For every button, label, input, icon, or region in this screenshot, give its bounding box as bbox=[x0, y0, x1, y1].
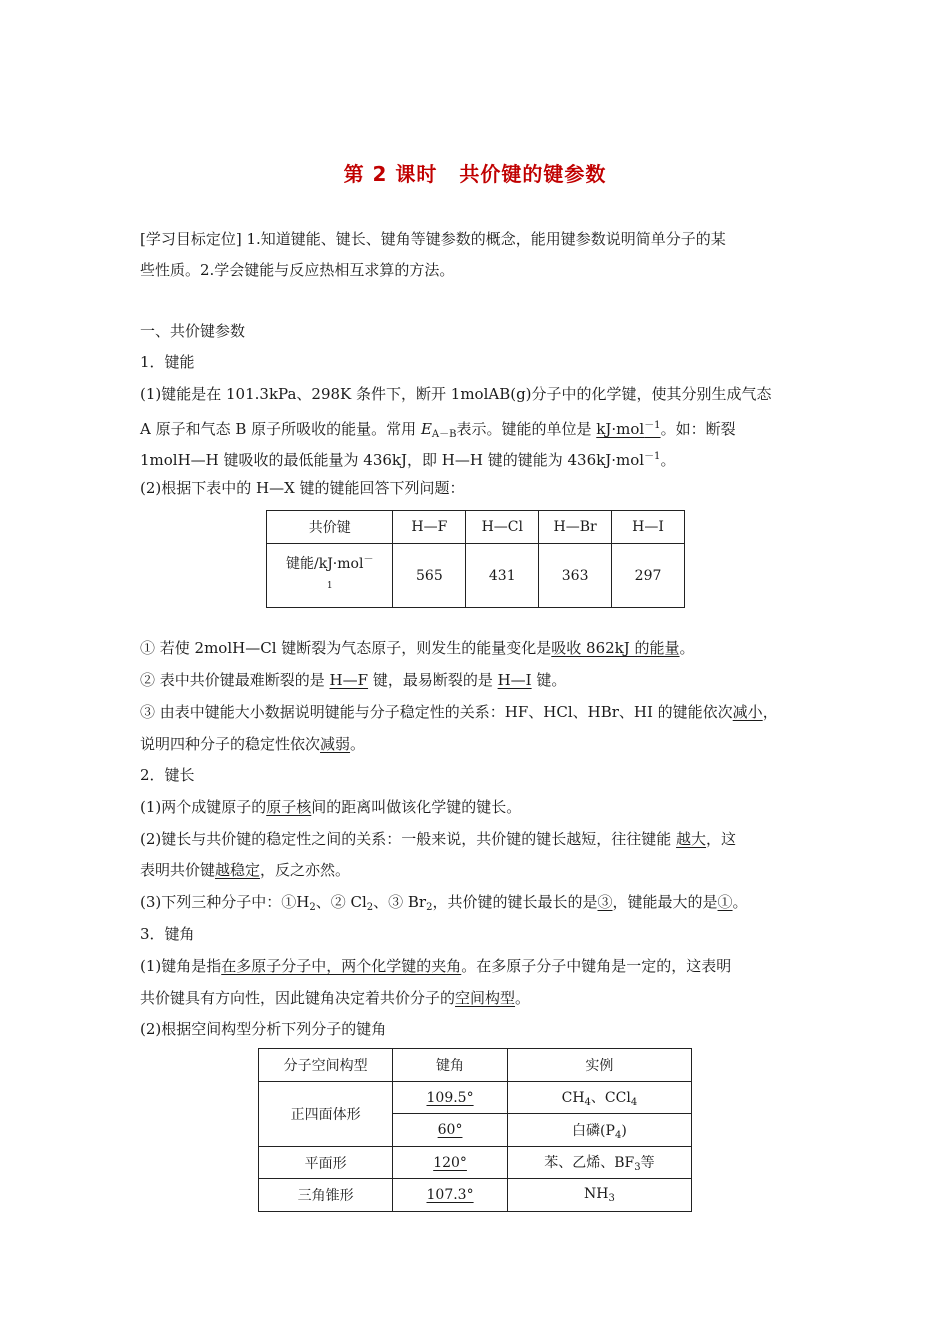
answer: H—F bbox=[329, 671, 369, 689]
table-cell bbox=[393, 1114, 508, 1147]
text-span: 白磷(P bbox=[572, 1122, 615, 1139]
table-cell bbox=[393, 1179, 508, 1212]
question-3-line2 bbox=[140, 729, 812, 760]
table-header-cell: H—F bbox=[393, 511, 466, 544]
text-span: 。如：断裂 bbox=[660, 420, 736, 438]
subscript: 2 bbox=[426, 902, 433, 913]
text-span: ) bbox=[621, 1122, 627, 1139]
bond-angle-p1-line2 bbox=[140, 983, 812, 1014]
table-row bbox=[259, 1082, 692, 1114]
symbol-e: E bbox=[420, 420, 432, 438]
subscript: 4 bbox=[630, 1097, 638, 1108]
answer: 越稳定 bbox=[215, 861, 261, 879]
question-1 bbox=[140, 633, 812, 664]
text-span: (3)下列三种分子中：①H bbox=[140, 893, 310, 911]
answer: 越大 bbox=[676, 830, 707, 848]
table-header-cell: 键角 bbox=[393, 1049, 508, 1082]
bond-energy-p1-line3 bbox=[140, 441, 812, 476]
text-span: 、③ Br bbox=[373, 893, 427, 911]
objectives-line-2: 些性质。2.学会键能与反应热相互求算的方法。 bbox=[140, 261, 455, 279]
bond-length-heading: 2．键长 bbox=[140, 766, 195, 784]
bond-energy-table bbox=[266, 510, 685, 608]
text-span: 。 bbox=[679, 639, 695, 657]
bond-energy-p2: (2)根据下表中的 H—X 键的键能回答下列问题： bbox=[140, 479, 465, 497]
table-cell: 363 bbox=[539, 544, 612, 608]
table-cell bbox=[507, 1147, 691, 1179]
table-header-cell: 实例 bbox=[507, 1049, 691, 1082]
text-span: 键，最易断裂的是 bbox=[368, 671, 498, 689]
answer: 减小 bbox=[732, 703, 763, 721]
text-span: CH bbox=[561, 1090, 585, 1106]
text-span: 。 bbox=[660, 451, 676, 469]
question-3-line1 bbox=[140, 697, 812, 728]
lesson-title bbox=[0, 158, 950, 187]
table-header-cell: H—Br bbox=[539, 511, 612, 544]
text-span: 。在多原子分子中键角是一定的，这表明 bbox=[461, 957, 732, 975]
table-header-row bbox=[267, 511, 685, 544]
text-span: 说明四种分子的稳定性依次 bbox=[140, 735, 321, 753]
bond-energy-p1-line1: (1)键能是在 101.3kPa、298K 条件下，断开 1molAB(g)分子中的化学键，使其分别生成气态 bbox=[140, 385, 772, 403]
superscript: －1 bbox=[644, 451, 661, 462]
text-span: 间的距离叫做该化学键的键长。 bbox=[311, 798, 522, 816]
table-row bbox=[259, 1179, 692, 1212]
text-span: (2)键长与共价键的稳定性之间的关系：一般来说，共价键的键长越短，往往键能 bbox=[140, 830, 677, 848]
table-cell: 297 bbox=[612, 544, 685, 608]
text-span: (1)键角是指 bbox=[140, 957, 222, 975]
label-wrap: 1 bbox=[326, 581, 333, 591]
question-2 bbox=[140, 665, 812, 696]
text-span: ，共价键的键长最长的是 bbox=[432, 893, 598, 911]
table-cell bbox=[507, 1082, 691, 1114]
bond-angle-p2: (2)根据空间构型分析下列分子的键角 bbox=[140, 1020, 387, 1038]
label-superscript: － bbox=[363, 554, 374, 565]
bond-angle-table bbox=[258, 1048, 692, 1212]
table-row-label: 三角锥形 bbox=[259, 1179, 393, 1212]
text-span: 键。 bbox=[531, 671, 567, 689]
answer-unit bbox=[596, 420, 660, 438]
table-row bbox=[259, 1147, 692, 1179]
answer: ③ bbox=[597, 893, 613, 911]
bond-length-p3 bbox=[140, 887, 812, 923]
table-cell: 565 bbox=[393, 544, 466, 608]
lesson-topic: 共价键的键参数 bbox=[459, 162, 607, 186]
answer: 吸收 862kJ 的能量 bbox=[551, 639, 680, 657]
text-span: ， bbox=[762, 703, 778, 721]
table-cell bbox=[393, 1147, 508, 1179]
text-span: ③ 由表中键能大小数据说明键能与分子稳定性的关系：HF、HCl、HBr、HI 的键能依次 bbox=[140, 703, 733, 721]
text-span: 共价键具有方向性，因此键角决定着共价分子的 bbox=[140, 989, 456, 1007]
lesson-number: 第 2 课时 bbox=[343, 162, 438, 186]
objectives-line-1: [学习目标定位] 1.知道键能、键长、键角等键参数的概念，能用键参数说明简单分子的某 bbox=[140, 230, 726, 248]
table-cell bbox=[393, 1082, 508, 1114]
answer: 减弱 bbox=[320, 735, 351, 753]
answer: 120° bbox=[433, 1154, 467, 1171]
answer: 60° bbox=[437, 1122, 463, 1138]
bond-energy-heading: 1．键能 bbox=[140, 353, 195, 371]
answer: 空间构型 bbox=[455, 989, 516, 1007]
subscript: 2 bbox=[366, 902, 374, 913]
text-span: 表示。键能的单位是 bbox=[456, 420, 597, 438]
table-cell bbox=[507, 1114, 691, 1147]
bond-angle-heading: 3．键角 bbox=[140, 925, 195, 943]
text-span: 表明共价键 bbox=[140, 861, 216, 879]
subscript: 3 bbox=[608, 1193, 615, 1204]
text-span: ② 表中共价键最难断裂的是 bbox=[140, 671, 330, 689]
table-cell bbox=[507, 1179, 691, 1212]
table-row bbox=[267, 544, 685, 608]
text-span: (1)两个成键原子的 bbox=[140, 798, 267, 816]
text-span: 等 bbox=[640, 1155, 655, 1171]
answer: 原子核 bbox=[266, 798, 312, 816]
text-span: NH bbox=[584, 1186, 609, 1202]
table-header-cell: H—I bbox=[612, 511, 685, 544]
text-span: 。 bbox=[515, 989, 531, 1007]
text-span: 苯、乙烯、BF bbox=[544, 1155, 635, 1171]
table-header-cell: 分子空间构型 bbox=[259, 1049, 393, 1082]
answer: 109.5° bbox=[426, 1089, 474, 1106]
answer: H—I bbox=[497, 671, 532, 689]
text-span: 。 bbox=[732, 893, 748, 911]
table-row-label: 平面形 bbox=[259, 1147, 393, 1179]
bond-length-p1 bbox=[140, 792, 812, 823]
table-header-row bbox=[259, 1049, 692, 1082]
subscript: 4 bbox=[614, 1129, 622, 1141]
table-row-label bbox=[267, 544, 393, 608]
unit-superscript: －1 bbox=[644, 420, 661, 431]
unit-text: kJ·mol bbox=[596, 420, 645, 438]
table-row-label: 正四面体形 bbox=[259, 1082, 393, 1147]
text-span: ① 若使 2molH—Cl 键断裂为气态原子，则发生的能量变化是 bbox=[140, 639, 552, 657]
symbol-subscript: A－B bbox=[431, 429, 457, 440]
text-span: 、CCl bbox=[590, 1090, 631, 1106]
answer: 107.3° bbox=[426, 1187, 474, 1203]
table-header-cell: 共价键 bbox=[267, 511, 393, 544]
text-span: ，键能最大的是 bbox=[612, 893, 718, 911]
label-text: 键能/kJ·mol bbox=[286, 556, 364, 572]
subscript: 3 bbox=[634, 1162, 641, 1173]
section-heading: 一、共价键参数 bbox=[140, 322, 246, 340]
table-header-cell: H—Cl bbox=[466, 511, 539, 544]
answer: ① bbox=[717, 893, 733, 911]
subscript: 4 bbox=[584, 1097, 591, 1108]
table-cell: 431 bbox=[466, 544, 539, 608]
bond-length-p2-line2 bbox=[140, 855, 812, 886]
bond-length-p2-line1 bbox=[140, 824, 812, 855]
text-span: ，这 bbox=[706, 830, 737, 848]
text-span: A 原子和气态 B 原子所吸收的能量。常用 bbox=[140, 420, 421, 438]
text-span: ，反之亦然。 bbox=[260, 861, 351, 879]
text-span: 、② Cl bbox=[315, 893, 367, 911]
text-span: 。 bbox=[350, 735, 366, 753]
subscript: 2 bbox=[309, 902, 316, 913]
text-span: 1molH—H 键吸收的最低能量为 436kJ，即 H—H 键的键能为 436kJ·mol bbox=[140, 451, 645, 469]
answer: 在多原子分子中，两个化学键的夹角 bbox=[221, 957, 462, 975]
bond-angle-p1-line1 bbox=[140, 951, 812, 982]
